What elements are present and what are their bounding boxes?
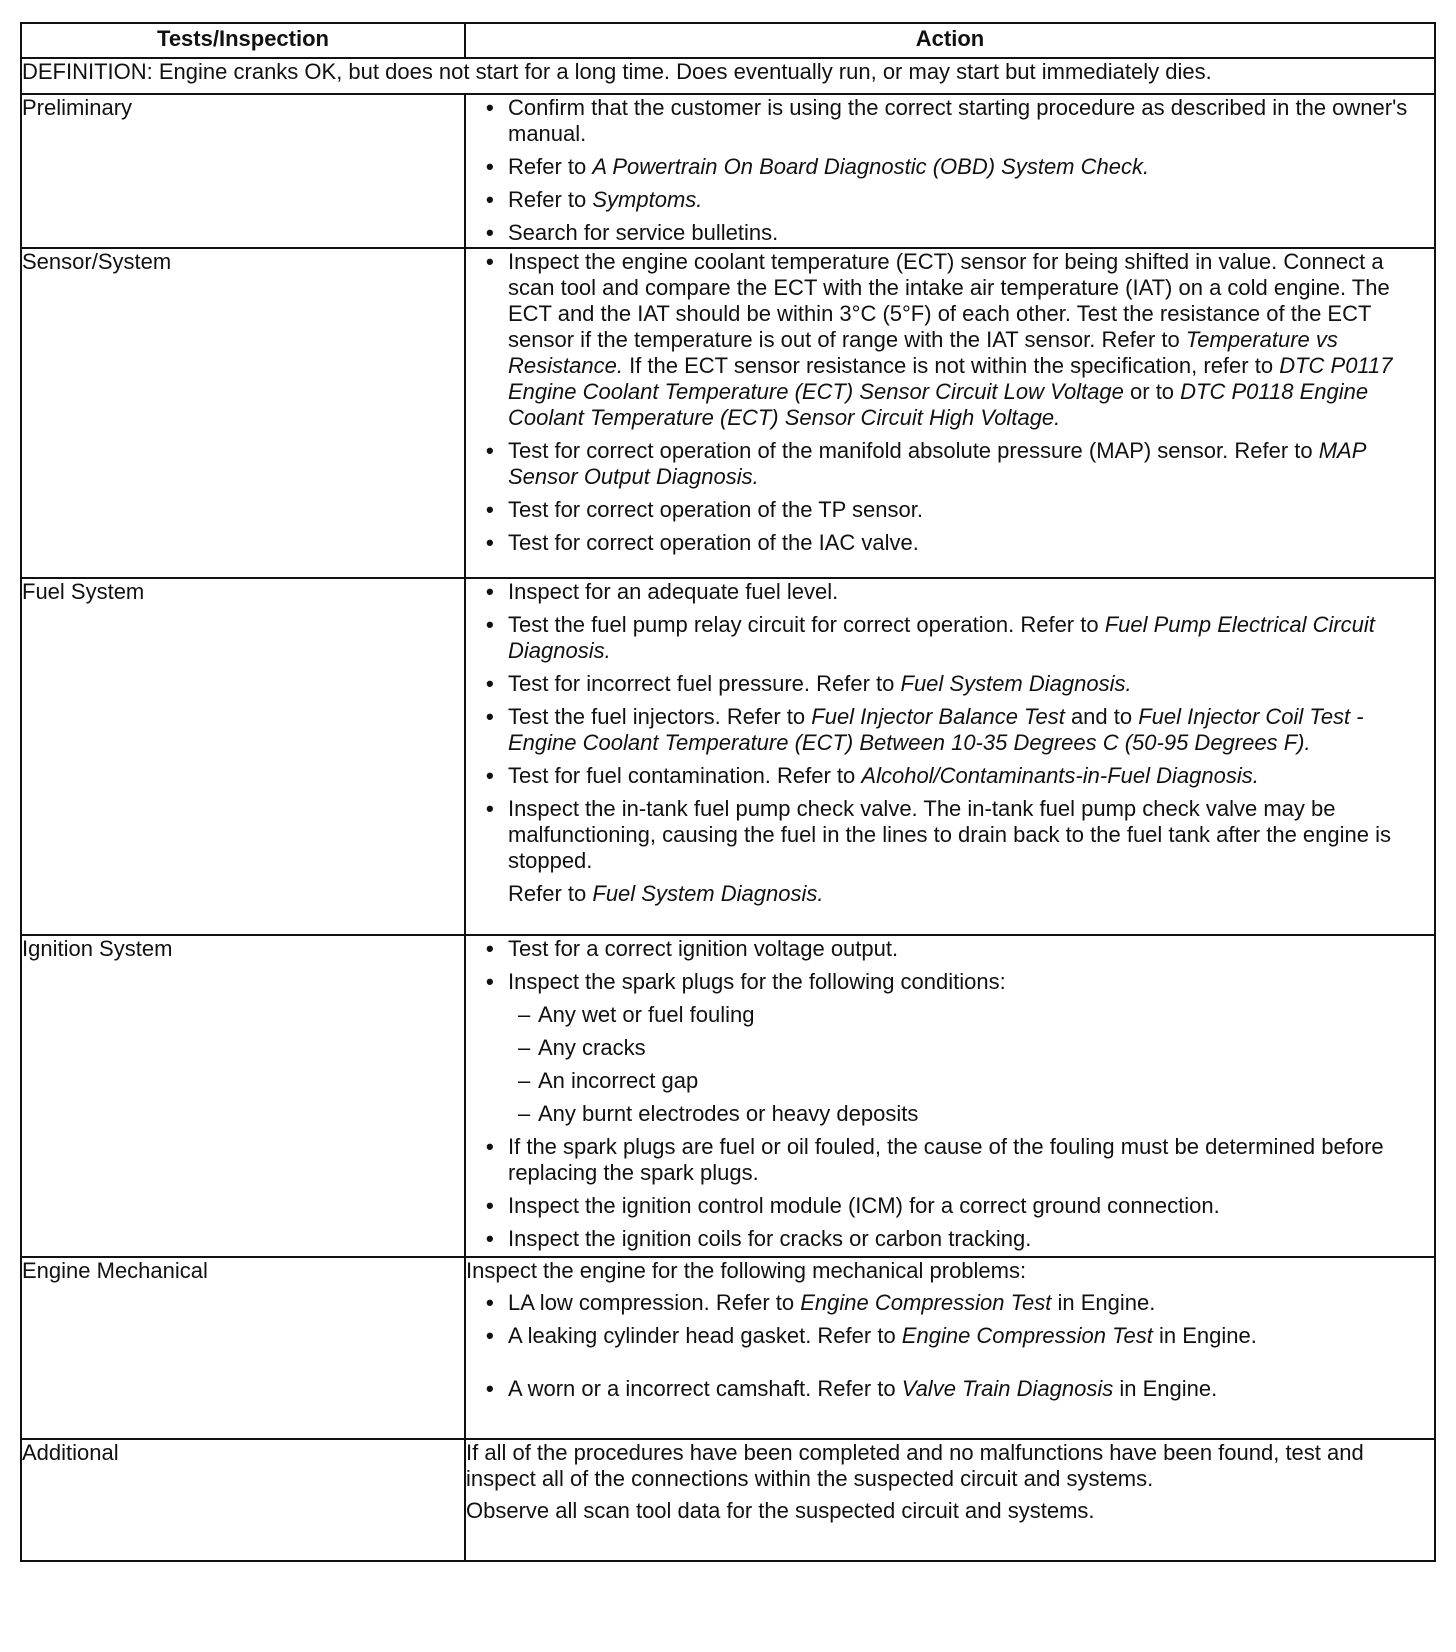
table-row [21, 935, 1435, 1257]
row-label-additional: Additional [21, 1439, 465, 1561]
header-action: Action [465, 23, 1435, 58]
reference-link: Symptoms. [592, 187, 703, 212]
continuation-text: Refer to Fuel System Diagnosis. [508, 881, 824, 906]
bullet-icon: • [486, 438, 494, 463]
header-tests-inspection: Tests/Inspection [21, 23, 465, 58]
row-action-engine-mechanical [465, 1257, 1435, 1439]
table-row [21, 1439, 1435, 1561]
definition-row [21, 58, 1435, 94]
bullet-icon: • [486, 612, 494, 637]
table-row [21, 248, 1435, 578]
table-row [21, 94, 1435, 248]
bullet-icon: • [486, 497, 494, 522]
header-row [21, 23, 1435, 58]
bullet-icon: • [486, 763, 494, 788]
row-label-preliminary: Preliminary [21, 94, 465, 248]
reference-link: Fuel Injector Balance Test [811, 704, 1065, 729]
list-item: • A leaking cylinder head gasket. Refer to Engine Compression Test in Engine. [486, 1323, 1257, 1348]
list-item: • Refer to A Powertrain On Board Diagnostic (OBD) System Check. [486, 154, 1150, 179]
engine-intro-text: Inspect the engine for the following mechanical problems: [466, 1258, 1027, 1283]
list-item: • Test for correct operation of the IAC valve. [486, 530, 919, 555]
list-item: • Test the fuel pump relay circuit for correct operation. Refer to Fuel Pump Electrical Circuit Diagnosis. [486, 612, 1375, 663]
list-item: • Test for fuel contamination. Refer to Alcohol/Contaminants-in-Fuel Diagnosis. [486, 763, 1259, 788]
list-item: • LA low compression. Refer to Engine Compression Test in Engine. [486, 1290, 1156, 1315]
row-action-preliminary [465, 94, 1435, 248]
row-label-ignition-system: Ignition System [21, 935, 465, 1257]
reference-link: Temperature vs Resistance. [508, 327, 1338, 378]
reference-link: Alcohol/Contaminants-in-Fuel Diagnosis. [861, 763, 1259, 788]
reference-link: Fuel Pump Electrical Circuit Diagnosis. [508, 612, 1375, 663]
sub-list-item: – Any burnt electrodes or heavy deposits [518, 1101, 919, 1126]
row-label-fuel-system: Fuel System [21, 578, 465, 935]
reference-link: DTC P0118 Engine Coolant Temperature (ECT) Sensor Circuit High Voltage. [508, 379, 1369, 430]
list-item: • Search for service bulletins. [486, 220, 779, 245]
reference-link: Fuel System Diagnosis. [592, 881, 824, 906]
bullet-icon: • [486, 1226, 494, 1251]
bullet-icon: • [486, 1134, 494, 1159]
diagnostic-table [20, 22, 1436, 1562]
bullet-icon: • [486, 154, 494, 179]
list-item: • Test the fuel injectors. Refer to Fuel Injector Balance Test and to Fuel Injector Coil Test - Engine Coolant Temperature (ECT) Between 10-35 Degrees C (50-95 Degrees F). [486, 704, 1364, 755]
row-label-sensor-system: Sensor/System [21, 248, 465, 578]
bullet-icon: • [486, 530, 494, 555]
bullet-icon: • [486, 1290, 494, 1315]
sub-list-item: – Any wet or fuel fouling [518, 1002, 755, 1027]
bullet-icon: • [486, 671, 494, 696]
list-item: • Test for correct operation of the manifold absolute pressure (MAP) sensor. Refer to MAP Sensor Output Diagnosis. [486, 438, 1366, 489]
bullet-icon: • [486, 249, 494, 274]
row-action-fuel-system [465, 578, 1435, 935]
list-item: • Confirm that the customer is using the correct starting procedure as described in the owner's manual. [486, 95, 1408, 146]
list-item: • Test for incorrect fuel pressure. Refer to Fuel System Diagnosis. [486, 671, 1132, 696]
list-item: • Inspect the in-tank fuel pump check valve. The in-tank fuel pump check valve may be malfunctioning, causing the fuel in the lines to drain back to the fuel tank after the engine is stopped. [486, 796, 1391, 873]
reference-link: A Powertrain On Board Diagnostic (OBD) System Check. [592, 154, 1150, 179]
reference-link: Engine Compression Test [800, 1290, 1052, 1315]
additional-paragraph-2: Observe all scan tool data for the suspected circuit and systems. [466, 1498, 1095, 1523]
reference-link: Engine Compression Test [901, 1323, 1153, 1348]
bullet-icon: • [486, 187, 494, 212]
list-item: • If the spark plugs are fuel or oil fouled, the cause of the fouling must be determined before replacing the spark plugs. [486, 1134, 1384, 1185]
table-row [21, 578, 1435, 935]
dash-icon: – [518, 1002, 531, 1027]
bullet-icon: • [486, 704, 494, 729]
reference-link: Valve Train Diagnosis [901, 1376, 1114, 1401]
list-item: • Inspect the engine coolant temperature (ECT) sensor for being shifted in value. Connect a scan tool and compare the ECT with the intake air temperature (IAT) on a cold engine. The ECT and the IAT should be within 3°C (5°F) of each other. Test the resistance of the ECT sensor if the temperature is out of range with the IAT sensor. Refer to Temperature vs Resistance. If the ECT sensor resistance is not within the specification, refer to DTC P0117 Engine Coolant Temperature (ECT) Sensor Circuit Low Voltage or to DTC P0118 Engine Coolant Temperature (ECT) Sensor Circuit High Voltage. [486, 249, 1393, 430]
list-item: • Test for a correct ignition voltage output. [486, 936, 899, 961]
definition-text: DEFINITION: Engine cranks OK, but does not start for a long time. Does eventually run, or may start but immediately dies. [21, 58, 1435, 94]
row-action-ignition-system [465, 935, 1435, 1257]
dash-icon: – [518, 1035, 531, 1060]
reference-link: Fuel Injector Coil Test - Engine Coolant Temperature (ECT) Between 10-35 Degrees C (50-95 Degrees F). [508, 704, 1364, 755]
bullet-icon: • [486, 1323, 494, 1348]
reference-link: Fuel System Diagnosis. [900, 671, 1132, 696]
table-row [21, 1257, 1435, 1439]
dash-icon: – [518, 1101, 531, 1126]
sub-list-item: – An incorrect gap [518, 1068, 699, 1093]
bullet-icon: • [486, 1193, 494, 1218]
row-label-engine-mechanical: Engine Mechanical [21, 1257, 465, 1439]
additional-paragraph-1: If all of the procedures have been completed and no malfunctions have been found, test and inspect all of the connections within the suspected circuit and systems. [466, 1440, 1364, 1491]
list-item: • Inspect the spark plugs for the following conditions: – Any wet or fuel fouling – Any cracks – An incorrect gap – Any burnt electrodes or heavy deposits [466, 969, 1434, 1127]
reference-link: DTC P0117 Engine Coolant Temperature (ECT) Sensor Circuit Low Voltage [508, 353, 1393, 404]
row-action-sensor-system [465, 248, 1435, 578]
bullet-icon: • [486, 969, 494, 994]
bullet-icon: • [486, 796, 494, 821]
sub-list-item: – Any cracks [518, 1035, 646, 1060]
bullet-icon: • [486, 220, 494, 245]
bullet-icon: • [486, 579, 494, 604]
bullet-icon: • [486, 95, 494, 120]
list-item: • Inspect the ignition control module (ICM) for a correct ground connection. [486, 1193, 1220, 1218]
bullet-icon: • [486, 936, 494, 961]
bullet-icon: • [486, 1376, 494, 1401]
list-item: • Test for correct operation of the TP sensor. [486, 497, 923, 522]
spacer [466, 1349, 1434, 1376]
list-item: • Refer to Symptoms. [486, 187, 703, 212]
row-action-additional [465, 1439, 1435, 1561]
reference-link: MAP Sensor Output Diagnosis. [508, 438, 1366, 489]
list-item: • Inspect the ignition coils for cracks or carbon tracking. [486, 1226, 1032, 1251]
list-item: • A worn or a incorrect camshaft. Refer to Valve Train Diagnosis in Engine. [486, 1376, 1218, 1401]
list-item: • Inspect for an adequate fuel level. [486, 579, 839, 604]
dash-icon: – [518, 1068, 531, 1093]
